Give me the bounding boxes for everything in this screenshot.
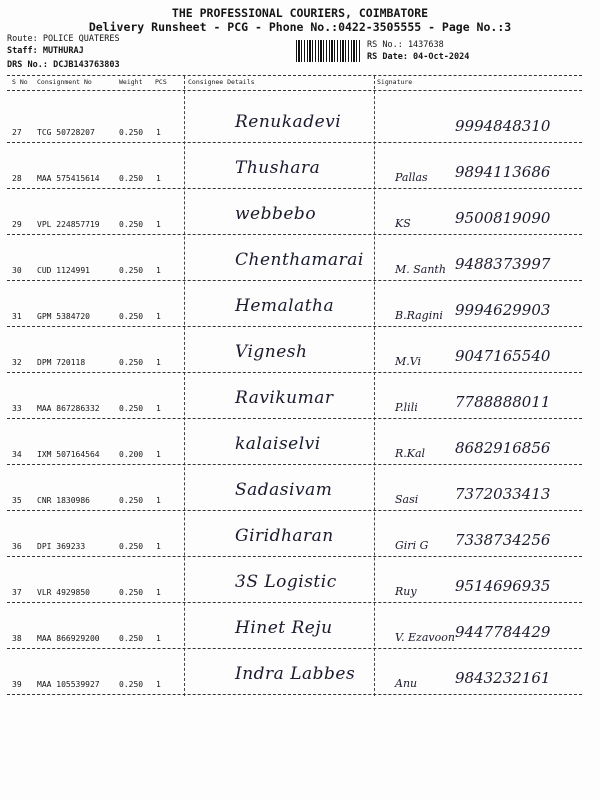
cell-sno: 30: [12, 266, 22, 275]
col-weight: Weight: [119, 78, 143, 86]
cell-cno: DPM 720118: [37, 358, 86, 367]
cell-cno: VLR 4929850: [37, 588, 90, 597]
cell-weight: 0.250: [119, 634, 144, 643]
cell-cno: MAA 866929200: [37, 634, 100, 643]
cell-pcs: 1: [156, 128, 161, 137]
phone-number: 7338734256: [455, 531, 551, 549]
cell-weight: 0.250: [119, 174, 144, 183]
cell-pcs: 1: [156, 266, 161, 275]
row-divider: [7, 142, 582, 143]
cell-pcs: 1: [156, 358, 161, 367]
cell-sno: 34: [12, 450, 22, 459]
cell-pcs: 1: [156, 450, 161, 459]
consignee-name: kalaiselvi: [235, 434, 321, 454]
col-sno: S No: [12, 78, 28, 86]
signature-mark: R.Kal: [395, 447, 426, 460]
header-bottom-divider: [7, 90, 582, 91]
phone-number: 9488373997: [455, 255, 551, 273]
cell-pcs: 1: [156, 680, 161, 689]
cell-sno: 38: [12, 634, 22, 643]
col-pcs: PCS: [155, 78, 167, 86]
row-divider: [7, 556, 582, 557]
col-signature: Signature: [377, 78, 413, 86]
signature-mark: Pallas: [395, 171, 428, 184]
consignee-name: Sadasivam: [235, 480, 333, 500]
cell-cno: CUD 1124991: [37, 266, 90, 275]
drs-number: [7, 60, 120, 70]
consignee-name: Renukadevi: [235, 112, 342, 132]
cell-sno: 29: [12, 220, 22, 229]
cell-weight: 0.250: [119, 404, 144, 413]
cell-weight: 0.250: [119, 266, 144, 275]
row-divider: [7, 234, 582, 235]
phone-number: 9894113686: [455, 163, 551, 181]
row-divider: [7, 280, 582, 281]
consignee-name: Hinet Reju: [235, 618, 333, 638]
cell-weight: 0.250: [119, 358, 144, 367]
phone-number: 7788888011: [455, 393, 551, 411]
cell-weight: 0.200: [119, 450, 144, 459]
signature-mark: Giri G: [395, 539, 429, 552]
route-label: Route: POLICE QUATERES: [7, 34, 120, 44]
signature-mark: Sasi: [395, 493, 419, 506]
phone-number: 9447784429: [455, 623, 551, 641]
consignee-name: Thushara: [235, 158, 321, 178]
phone-number: 9994629903: [455, 301, 551, 319]
consignee-name: Vignesh: [235, 342, 308, 362]
consignee-name: Giridharan: [235, 526, 334, 546]
consignee-name: 3S Logistic: [235, 572, 337, 592]
phone-number: 8682916856: [455, 439, 551, 457]
row-divider: [7, 188, 582, 189]
consignee-name: Indra Labbes: [235, 664, 356, 684]
row-divider: [7, 464, 582, 465]
signature-mark: P.lili: [395, 401, 418, 414]
cell-cno: IXM 507164564: [37, 450, 100, 459]
phone-number: 7372033413: [455, 485, 551, 503]
cell-weight: 0.250: [119, 312, 144, 321]
row-divider: [7, 510, 582, 511]
cell-sno: 35: [12, 496, 22, 505]
cell-weight: 0.250: [119, 680, 144, 689]
cell-sno: 27: [12, 128, 22, 137]
signature-mark: KS: [395, 217, 411, 230]
cell-weight: 0.250: [119, 496, 144, 505]
row-divider: [7, 326, 582, 327]
rs-date: RS Date: 04-Oct-2024: [367, 52, 470, 62]
signature-mark: V. Ezavoon: [395, 631, 455, 644]
row-divider: [7, 418, 582, 419]
signature-mark: B.Ragini: [395, 309, 443, 322]
rs-number: RS No.: 1437638: [367, 40, 444, 50]
cell-cno: MAA 575415614: [37, 174, 100, 183]
consignee-name: Ravikumar: [235, 388, 334, 408]
cell-pcs: 1: [156, 588, 161, 597]
consignee-name: webbebo: [235, 204, 317, 224]
cell-weight: 0.250: [119, 542, 144, 551]
runsheet-subtitle: Delivery Runsheet - PCG - Phone No.:0422-3505555 - Page No.:3: [88, 20, 512, 34]
cell-pcs: 1: [156, 220, 161, 229]
header-top-divider: [7, 75, 582, 76]
col-consignment: Consignment No: [37, 78, 92, 86]
consignee-name: Hemalatha: [235, 296, 335, 316]
barcode-image: [296, 40, 362, 62]
cell-cno: TCG 50728207: [37, 128, 95, 137]
phone-number: 9500819090: [455, 209, 551, 227]
drs-label: DRS No.:: [7, 60, 48, 70]
cell-pcs: 1: [156, 404, 161, 413]
phone-number: 9843232161: [455, 669, 551, 687]
row-divider: [7, 648, 582, 649]
cell-weight: 0.250: [119, 588, 144, 597]
cell-cno: MAA 105539927: [37, 680, 100, 689]
signature-mark: Ruy: [395, 585, 417, 598]
signature-mark: M. Santh: [395, 263, 446, 276]
cell-sno: 31: [12, 312, 22, 321]
cell-cno: MAA 867286332: [37, 404, 100, 413]
cell-sno: 32: [12, 358, 22, 367]
cell-cno: CNR 1830986: [37, 496, 90, 505]
cell-sno: 37: [12, 588, 22, 597]
row-divider: [7, 602, 582, 603]
cell-pcs: 1: [156, 542, 161, 551]
cell-weight: 0.250: [119, 220, 144, 229]
cell-sno: 28: [12, 174, 22, 183]
cell-pcs: 1: [156, 634, 161, 643]
cell-sno: 36: [12, 542, 22, 551]
cell-pcs: 1: [156, 496, 161, 505]
col-consignee: Consignee Details: [188, 78, 255, 86]
cell-pcs: 1: [156, 174, 161, 183]
phone-number: 9994848310: [455, 117, 551, 135]
company-title: THE PROFESSIONAL COURIERS, COIMBATORE: [171, 6, 429, 20]
phone-number: 9514696935: [455, 577, 551, 595]
staff-label: Staff: MUTHURAJ: [7, 46, 84, 56]
drs-value: DCJB143763803: [53, 60, 120, 70]
cell-pcs: 1: [156, 312, 161, 321]
cell-cno: VPL 224857719: [37, 220, 100, 229]
cell-weight: 0.250: [119, 128, 144, 137]
phone-number: 9047165540: [455, 347, 551, 365]
row-divider: [7, 694, 582, 695]
cell-sno: 33: [12, 404, 22, 413]
row-divider: [7, 372, 582, 373]
cell-cno: GPM 5384720: [37, 312, 90, 321]
cell-sno: 39: [12, 680, 22, 689]
cell-cno: DPI 369233: [37, 542, 86, 551]
signature-mark: M.Vi: [395, 355, 422, 368]
signature-mark: Anu: [395, 677, 418, 690]
consignee-name: Chenthamarai: [235, 250, 364, 270]
